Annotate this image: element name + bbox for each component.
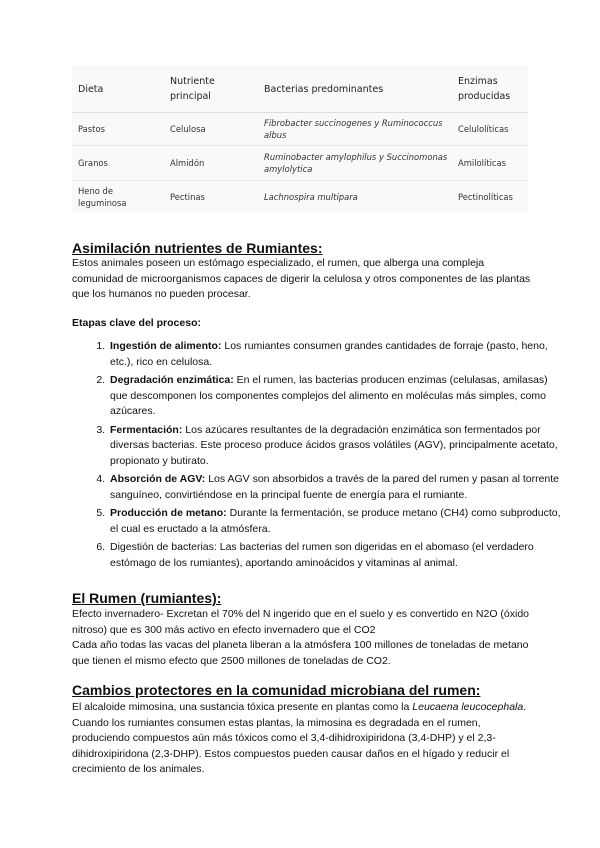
list-item	[108, 373, 568, 420]
mimosina-text-before: El alcaloide mimosina, una sustancia tóxica presente en plantas como la	[72, 701, 413, 713]
table-cell: Celulolíticas	[452, 113, 528, 146]
table-cell: Granos	[72, 146, 164, 181]
step-text: En el rumen, las bacterias producen enzimas (celulasas, amilasas) que descomponen los componentes complejos del alimento en moléculas más simples, como azúcares.	[110, 374, 548, 417]
header-enzimas: Enzimas producidas	[452, 66, 528, 113]
step-text: Los AGV son absorbidos a través de la pared del rumen y pasan al torrente sanguíneo, convirtiéndose en la principal fuente de energía para el rumiante.	[110, 473, 560, 501]
table-row	[72, 146, 528, 181]
step-text: Los rumiantes consumen grandes cantidades de forraje (pasto, heno, etc.), rico en celulosa.	[110, 340, 548, 368]
step-text: Digestión de bacterias: Las bacterias del rumen son digeridas en el abomaso (el verdadero estómago de los rumiantes), aportando aminoácidos y vitaminas al animal.	[110, 541, 534, 569]
table-cell: Pastos	[72, 113, 164, 146]
step-title: Fermentación:	[110, 423, 183, 436]
list-item	[108, 472, 568, 503]
step-title: Ingestión de alimento:	[110, 340, 222, 352]
mimosina-text-after: . Cuando los rumiantes consumen estas plantas, la mimosina es degradada en el rumen, produciendo compuestos aún más tóxicos como el 3,4-dihidroxipiridona (3,4-DHP) y el 2,3-dihidroxipiridona (2,3-DHP). Estos compuestos pueden causar daños en el hígado y reducir el crecimiento de los animales.	[72, 701, 527, 775]
table-cell: Almidón	[164, 146, 258, 181]
section-heading-asimilacion: Asimilación nutrientes de Rumiantes:	[72, 240, 323, 256]
list-item	[108, 339, 568, 370]
step-title: Degradación enzimática:	[110, 374, 234, 386]
table-row	[72, 113, 528, 146]
rumen-line-1: Efecto invernadero- Excretan el 70% del N ingerido que en el suelo y es convertido en N2O (óxido nitroso) que es 300 más activo en efecto invernadero que el CO2	[72, 608, 530, 636]
header-bacterias: Bacterias predominantes	[258, 66, 452, 113]
table-cell: Ruminobacter amylophilus y Succinomonas amylolytica	[258, 146, 452, 181]
table-cell: Amilolíticas	[452, 146, 528, 181]
step-text: Los azúcares resultantes de la degradación enzimática son fermentados por diversas bacterias. Este proceso produce ácidos grasos volátiles (AGV), principalmente acetato, propionato y butirato.	[110, 423, 558, 467]
diet-table	[72, 66, 528, 213]
rumen-line-2: Cada año todas las vacas del planeta liberan a la atmósfera 100 millones de toneladas de metano que tienen el mismo efecto que 2500 millones de toneladas de CO2.	[72, 639, 529, 667]
table-cell: Pectinas	[170, 192, 205, 202]
list-item	[108, 506, 568, 537]
list-item	[108, 423, 568, 470]
stages-subheading: Etapas clave del proceso:	[72, 317, 201, 329]
intro-paragraph: Estos animales poseen un estómago especializado, el rumen, que alberga una compleja comunidad de microorganismos capaces de digerir la celulosa y otros componentes de las plantas que los humanos no pueden procesar.	[72, 257, 531, 300]
table-cell: Pectinolíticas	[458, 192, 513, 202]
table-cell: Fibrobacter succinogenes y Ruminococcus albus	[258, 113, 452, 146]
list-item	[108, 540, 568, 571]
stages-list	[72, 339, 568, 574]
table-cell: Celulosa	[164, 113, 258, 146]
species-name: Leucaena leucocephala	[412, 701, 524, 713]
table-row	[72, 181, 528, 214]
table-cell: Heno de leguminosa	[78, 186, 127, 208]
step-title: Absorción de AGV:	[110, 473, 206, 485]
mimosina-paragraph	[72, 700, 532, 778]
table-cell: Lachnospira multipara	[264, 192, 358, 202]
section-heading-cambios: Cambios protectores en la comunidad microbiana del rumen:	[72, 682, 481, 698]
header-nutriente: Nutriente principal	[164, 66, 258, 113]
table-header-row	[72, 66, 528, 113]
step-title: Producción de metano:	[110, 507, 227, 519]
header-dieta: Dieta	[72, 66, 164, 113]
section-heading-rumen: El Rumen (rumiantes):	[72, 590, 222, 606]
step-text: Durante la fermentación, se produce metano (CH4) como subproducto, el cual es eructado a la atmósfera.	[110, 507, 561, 535]
